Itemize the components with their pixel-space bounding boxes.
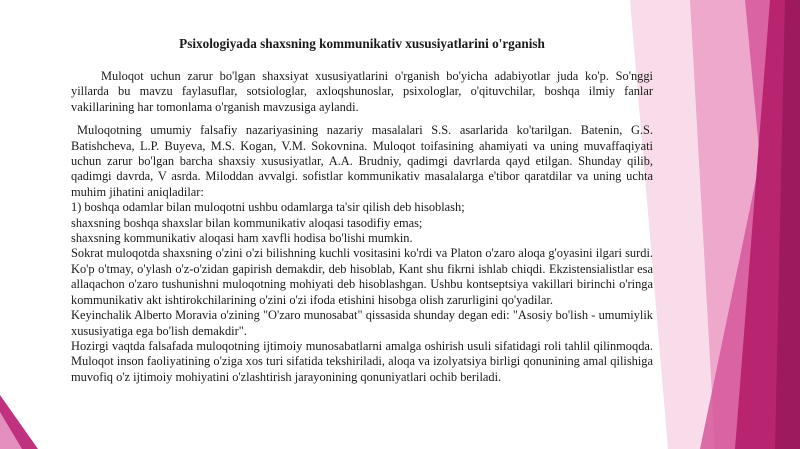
- paragraph-present: Hozirgi vaqtda falsafada muloqotning ijtimoiy munosabatlarni amalga oshirish usuli sifatidagi roli tahlil qilinmoqda. Muloqot inson faoliyatining o'ziga xos turi sifatida tekshiriladi, aloqa va izolyatsiya birligi qonunining amal qilishiga muvofiq o'z ijtimoiy mohiyatini o'zlashtirish jarayonining qonuniyatlari ochib beriladi.: [71, 338, 653, 384]
- page-title: Psixologiyada shaxsning kommunikativ xususiyatlarini o'rganish: [179, 36, 545, 51]
- list-item-1: 1) boshqa odamlar bilan muloqotni ushbu odamlarga ta'sir qilish deb hisoblash;: [71, 200, 465, 215]
- paragraph-gap: [71, 115, 653, 123]
- paragraph-intro: Muloqot uchun zarur bo'lgan shaxsiyat xususiyatlarini o'rganish bo'yicha adabiyotlar juda ko'p. So'nggi yillarda bu mavzu faylasuflar, sotsiologlar, axloqshunoslar, psixologlar, o'qituvchilar, boshqa ilmiy fanlar vakillarining har tomonlama o'rganish mavzusiga aylandi.: [71, 69, 653, 114]
- list-item-3: shaxsning kommunikativ aloqasi ham xavfli hodisa bo'lishi mumkin.: [71, 231, 413, 246]
- paragraph-socrates: Sokrat muloqotda shaxsning o'zini o'zi bilishning kuchli vositasini ko'rdi va Platon o'zaro aloqa g'oyasini ilgari surdi. Ko'p o'tmay, o'ylash o'z-o'zidan gapirish demakdir, deb hisoblab, Kant shu fikrni ishlab chiqdi. Ekzistensialistlar esa allaqachon o'zaro tushunishni muloqotning mohiyati deb hisoblashgan. Ushbu kontseptsiya vakillari birinchi o'ringa kommunikativ akt ishtirokchilarining o'zini o'zi ifoda etishini hisobga olish zarurligini qo'yadilar.: [71, 246, 653, 307]
- paragraph-theory: Muloqotning umumiy falsafiy nazariyasining nazariy masalalari S.S. asarlarida ko'tarilgan. Batenin, G.S. Batishcheva, L.P. Buyeva, M.S. Kogan, V.M. Sokovnina. Muloqot toifasining ahamiyati va uning muvaffaqiyati uchun zarur bo'lgan barcha shaxsiy xususiyatlar, A.A. Brudniy, qadimgi davrlarda qayd etilgan. Shunday qilib, qadimgi davrda, V asrda. Miloddan avvalgi. sofistlar kommunikativ masalalarga e'tibor qaratdilar va uning uchta muhim jihatini aniqladilar:: [71, 123, 653, 199]
- paragraph-moravia: Keyinchalik Alberto Moravia o'zining "O'zaro munosabat" qissasida shunday degan edi: "Asosiy bo'lish - umumiylik xususiyatiga ega bo'lish demakdir".: [71, 308, 653, 338]
- document-body: [71, 36, 653, 385]
- list-item-2: shaxsning boshqa shaxslar bilan kommunikativ aloqasi tasodifiy emas;: [71, 215, 423, 230]
